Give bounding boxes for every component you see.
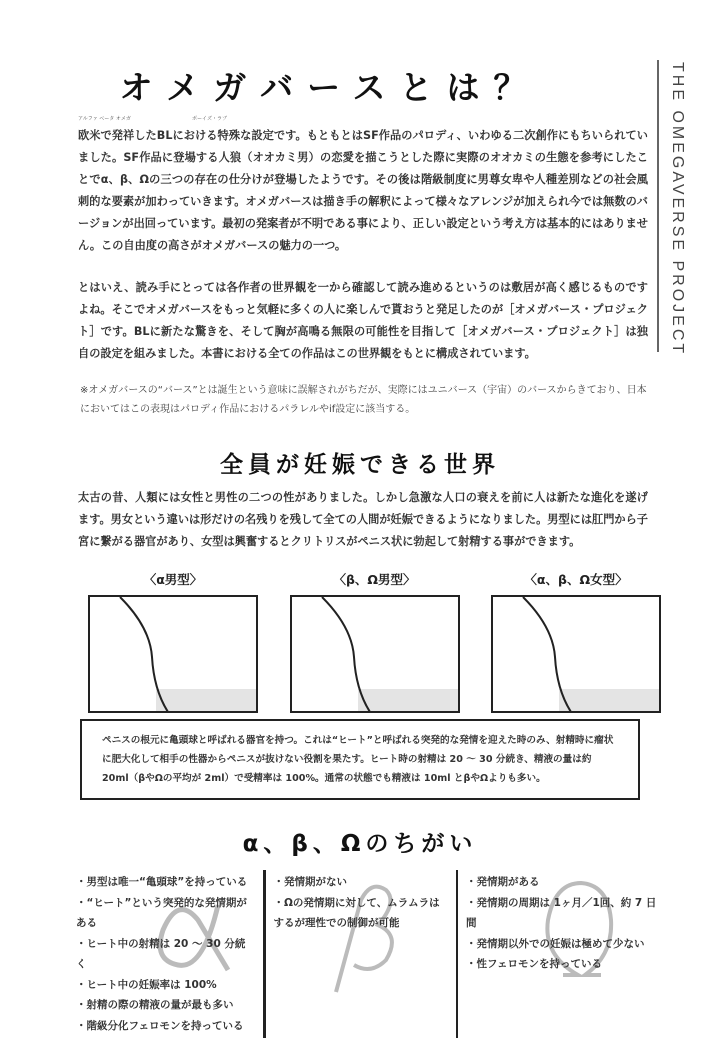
- list-item: ・射精の際の精液の量が最も多い: [76, 999, 234, 1011]
- list-item: ・“ヒート”という突発的な発情期がある: [76, 896, 247, 929]
- illustration-panels: [88, 595, 661, 713]
- panel-labels: [88, 571, 661, 589]
- alpha-traits: [76, 872, 255, 1036]
- intro-note: ※オメガバースの“バース”とは誕生という意味に誤解されがちだが、実際にはユニバース（宇宙）のバースからきており、日本においてはこの表現はパロディ作品におけるパラレルやif設定に該当する。: [80, 385, 647, 415]
- illustration-panel-1: [88, 595, 258, 713]
- illustration-panel-3: [491, 595, 661, 713]
- panel-label-female: 〈α、β、Ω女型〉: [524, 572, 628, 587]
- list-item: ・ヒート中の射精は 20 ～ 30 分続く: [76, 937, 246, 970]
- list-item: ・階級分化フェロモンを持っている: [76, 1019, 244, 1032]
- list-item: ・発情期以外での妊娠は極めて少ない: [466, 937, 645, 950]
- beta-traits: [274, 872, 448, 934]
- alpha-column: [68, 870, 263, 1038]
- omega-traits: [466, 872, 660, 975]
- intro-paragraph-2: とはいえ、読み手にとっては各作者の世界観を一から確認して読み進めるというのは敷居が高く感じるものですよね。そこでオメガバースをもっと気軽に多くの人に楽しんで貰おうと発足したのが［オメガバース・プロジェクト］です。BLに新たな驚きを、そして胸が高鳴る無限の可能性を目指して［オメガバース・プロジェクト］は独自の設定を組みました。本書における全ての作品はこの世界観をもとに構成されています。: [78, 281, 648, 360]
- list-item: ・発情期がある: [466, 876, 540, 888]
- world-paragraph: 太古の昔、人類には女性と男性の二つの性がありました。しかし急激な人口の衰えを前に人は新たな進化を遂げます。男女という違いは形だけの名残りを残して全ての人間が妊娠できるようになりました。男型には肛門から子宮に繋がる器官があり、女型は興奮するとクリトリスがペニス状に勃起して射精する事ができます。: [78, 491, 648, 548]
- omega-column: [458, 870, 668, 1038]
- list-item: ・ヒート中の妊娠率は 100%: [76, 978, 217, 991]
- callout-box: ペニスの根元に亀頭球と呼ばれる器官を持つ。これは“ヒート”と呼ばれる突発的な発情を迎えた時のみ、射精時に瘤状に肥大化して相手の性器からペニスが抜けない役割を果たす。ヒート時の射精は 20 ～ 30 分続き、精液の量は約 20ml（βやΩの平均が 2ml）で受精率は 100%。通常の状態でも精液は 10ml とβやΩよりも多い。: [80, 719, 640, 800]
- list-item: ・発情期がない: [273, 876, 347, 888]
- list-item: ・発情期の周期は 1ヶ月／1回、約 7 日間: [466, 896, 657, 929]
- trait-columns: [68, 870, 668, 1038]
- illustration-panel-2: [290, 595, 460, 713]
- panel-label-beta-omega-male: 〈β、Ω男型〉: [333, 572, 416, 587]
- page-title: オメガバースとは？: [119, 68, 541, 107]
- ruby-bl: ボーイズ・ラブ: [192, 116, 227, 122]
- panel-label-alpha-male: 〈α男型〉: [143, 572, 203, 587]
- side-title: THE OMEGAVERSE PROJECT: [669, 62, 686, 357]
- intro-paragraph-1: 欧米で発祥したBLにおける特殊な設定です。もともとはSF作品のパロディ、いわゆる二次創作にもちいられていました。SF作品に登場する人狼（オオカミ男）の恋愛を描こうとした際に実際のオオカミの生態を参考にしたことでα、β、Ωの三つの存在の仕分けが登場したようです。その後は階級制度に男尊女卑や人種差別などの社会風刺的な要素が加わっていきます。オメガバースは描き手の解釈によって様々なアレンジが加えられ今では無数のバージョンが出回っています。最初の発案者が不明である事により、正しい設定という考え方は基本的にはありません。この自由度の高さがオメガバースの魅力の一つ。: [78, 129, 648, 252]
- ruby-row: [78, 116, 648, 125]
- list-item: ・男型は唯一“亀頭球”を持っている: [76, 876, 248, 888]
- ruby-abo: アルファ ベータ オメガ: [78, 116, 131, 122]
- list-item: ・Ωの発情期に対して、ムラムラはするが理性での制御が可能: [273, 896, 440, 929]
- beta-column: [266, 870, 456, 1038]
- section-heading-differences: α、β、Ωのちがい: [242, 831, 478, 857]
- list-item: ・性フェロモンを持っている: [466, 958, 602, 970]
- section-heading-world: 全員が妊娠できる世界: [220, 452, 500, 478]
